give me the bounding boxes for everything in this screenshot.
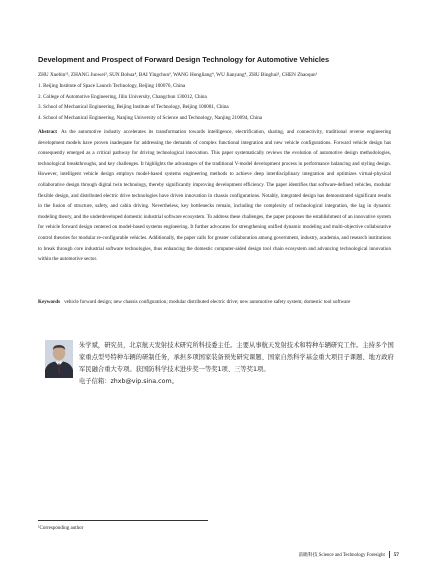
affiliation-item: 4. School of Mechanical Engineering, Nanjing University of Science and Technology, Nanjing 210094, China — [38, 114, 262, 121]
author-photo — [45, 340, 73, 378]
affiliation-item: 3. School of Mechanical Engineering, Beijing Institute of Technology, Beijing 100081, China — [38, 104, 229, 110]
affiliation-list — [38, 81, 398, 123]
keywords-section — [38, 297, 391, 308]
keywords-text: vehicle forward design; new chassis configuration; modular distributed electric drive; new automotive safety system; domestic tool software — [64, 299, 351, 305]
author-biography — [79, 340, 395, 388]
page-number: 57 — [393, 551, 399, 558]
author-list: ZHU Xuebin¹², ZHANG Junwei³, SUN Bohua⁴, BAI Yingchun³, WANG Hongliang⁴, WU Jianyang⁴, ZHU Binghui³, CHEN Zhaoqun¹ — [38, 72, 318, 78]
biography-email: 电子信箱：zhxb@vip.sina.com。 — [79, 378, 178, 385]
abstract-label: Abstract — [38, 129, 57, 135]
abstract-section — [38, 127, 391, 265]
affiliation-item: 1. Beijing Institute of Space Launch Technology, Beijing 100076, China — [38, 83, 186, 89]
affiliation-item: 2. College of Automotive Engineering, Jilin University, Changchun 130012, China — [38, 93, 207, 100]
running-footer — [298, 551, 399, 558]
paper-title: Development and Prospect of Forward Design Technology for Automotive Vehicles — [38, 55, 330, 64]
abstract-text: As the automotive industry accelerates its transformation towards intelligence, electrification, sharing, and connectivity, traditional reverse engineering development models have proven inadequate for addressing the demands of complex functional integration and new vehicle configurations. Forward vehicle design has consequently emerged as a critical pathway for driving technological innovation. This paper systematically reviews the evolution of automotive design methodologies, technological breakthroughs, and key challenges. It highlights the advantages of the traditional V-model development process in performance balancing and styling design. However, intelligent vehicle design employs model-based systems engineering methods to achieve deep interdisciplinary integration and optimizes virtual-physical collaborative design through digital twin technology, thereby significantly improving development efficiency. The paper identifies that software-defined vehicles, modular flexible design, and distributed electric drive technologies have driven innovation in chassis configurations. Notably, integrated design has demonstrated significant results in the fusion of structure, safety, and cabin driving. Nevertheless, key bottlenecks remain, including the complexity of technological integration, the lag in dynamic modeling theory, and the underdeveloped domestic industrial software ecosystem. To address these challenges, the paper proposes the establishment of an innovative system for vehicle forward design centered on model-based systems engineering. It further advocates for strengthening unified dynamic modeling and multi-objective collaborative control theories for modular re-configurable vehicles. Additionally, the paper calls for greater collaboration among government, industry, academia, and research institutions to break through core industrial software technologies, thus enhancing the domestic computer-aided design tool chain ecosystem and advancing technological innovation within the automotive sector. — [38, 129, 391, 263]
corresponding-author-note: ¹Corresponding author — [38, 526, 84, 531]
footnote-divider — [38, 520, 208, 521]
journal-name: 前瞻科技 Science and Technology Foresight — [298, 553, 385, 558]
author-portrait-icon — [45, 340, 73, 378]
footer-separator — [389, 551, 390, 558]
keywords-label: Keywords — [38, 299, 61, 305]
biography-text: 朱学斌，研究员，北京航天发射技术研究所科技委主任。主要从事航天发射技术和特种车辆研究工作。主持多个国家重点型号特种车辆的研制任务，承担多项国家装备预先研究课题、国家自然科学基金重大项目子课题、地方政府军民融合重大专项。获国防科学技术进步奖一等奖1项、三等奖1项。 — [79, 342, 394, 373]
